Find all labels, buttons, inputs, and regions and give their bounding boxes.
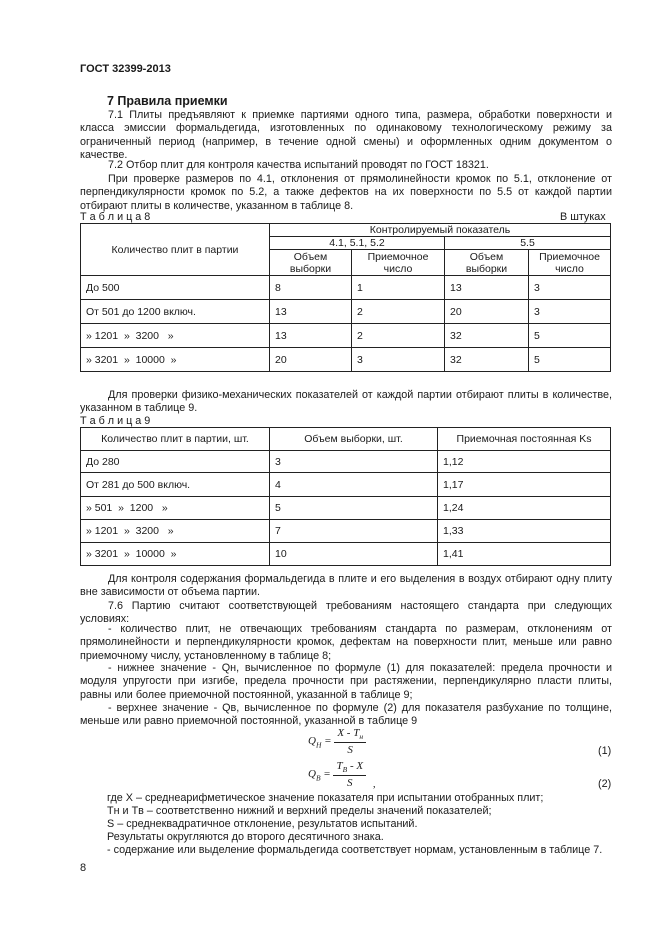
table-8-sub-sample-1: Объем выборки xyxy=(270,250,352,276)
table-cell: 4 xyxy=(270,473,438,497)
table-cell: » 1201 » 3200 » xyxy=(81,520,270,543)
table-cell: 1,41 xyxy=(438,543,611,566)
table-cell: 3 xyxy=(352,348,445,372)
table-cell: 5 xyxy=(270,497,438,520)
rounding-note: Результаты округляются до второго десятичного знака. xyxy=(107,831,384,843)
table-8-sub-accept-2: Приемочное число xyxy=(529,250,611,276)
table-8 xyxy=(80,223,611,372)
condition-3: - верхнее значение - Qв, вычисленное по формуле (2) для показателя разбухание по толщине, меньше или равно приемочной постоянной, указанной в таблице 9 xyxy=(80,702,612,728)
table-row xyxy=(81,543,611,566)
table-row xyxy=(81,324,611,348)
table-9 xyxy=(80,427,611,566)
table-9-header-sample: Объем выборки, шт. xyxy=(270,428,438,451)
table-cell: » 3201 » 10000 » xyxy=(81,348,270,372)
table-cell: До 500 xyxy=(81,276,270,300)
table-cell: 32 xyxy=(445,324,529,348)
paragraph-7-1: 7.1 Плиты предъявляют к приемке партиями одного типа, размера, обработки поверхности и класса эмиссии формальдегида, изготовленных по одинаковому технологическому режиму за ограниченный период (например, в течение одной смены) и оформленных одним документом о качестве. xyxy=(80,109,612,162)
table-cell: До 280 xyxy=(81,451,270,473)
table-8-caption: Т а б л и ц а 8 xyxy=(80,211,151,223)
condition-4: - содержание или выделение формальдегида соответствует нормам, установленным в таблице 7. xyxy=(107,844,603,856)
paragraph-7-3: При проверке размеров по 4.1, отклонения от прямолинейности кромок по 5.1, отклонение от перпендикулярности кромок по 5.2, а также дефектов на их поверхности по 5.5 от каждой партии отбирают плиты в количестве, указанном в таблице 8. xyxy=(80,173,612,212)
paragraph-7-2: 7.2 Отбор плит для контроля качества испытаний проводят по ГОСТ 18321. xyxy=(108,159,489,171)
table-row xyxy=(81,451,611,473)
table-cell: » 3201 » 10000 » xyxy=(81,543,270,566)
table-cell: » 1201 » 3200 » xyxy=(81,324,270,348)
document-header: ГОСТ 32399-2013 xyxy=(80,63,171,75)
formula-2-numerator-a: T xyxy=(336,760,343,772)
table-cell: 2 xyxy=(352,324,445,348)
formula-2-number: (2) xyxy=(598,778,612,790)
formula-2-fraction xyxy=(333,760,366,789)
formula-2-numerator-b: - X xyxy=(347,760,364,772)
table-cell: 13 xyxy=(270,324,352,348)
table-cell: От 281 до 500 включ. xyxy=(81,473,270,497)
table-8-group-1: 4.1, 5.1, 5.2 xyxy=(270,237,445,250)
where-x: где X – среднеарифметическое значение показателя при испытании отобранных плит; xyxy=(107,792,544,804)
table-row xyxy=(81,520,611,543)
formula-1-number: (1) xyxy=(598,745,612,757)
table-cell: » 501 » 1200 » xyxy=(81,497,270,520)
formula-2-lhs: Q xyxy=(308,768,316,781)
table-cell: 32 xyxy=(445,348,529,372)
formula-2-lhs-sub: B xyxy=(315,773,321,783)
table-cell: 10 xyxy=(270,543,438,566)
table-cell: 1 xyxy=(352,276,445,300)
table-cell: 8 xyxy=(270,276,352,300)
section-title: 7 Правила приемки xyxy=(107,94,228,108)
formula-2-comma: , xyxy=(372,778,376,791)
table-row xyxy=(81,276,611,300)
table-8-header-control: Контролируемый показатель xyxy=(270,224,611,237)
paragraph-7-6: 7.6 Партию считают соответствующей требованиям настоящего стандарта при следующих условиях: xyxy=(80,600,612,626)
table-8-header-qty: Количество плит в партии xyxy=(81,224,270,276)
formula-1: $Q_H$ = $\frac{X - T_н}{S}$ xyxy=(308,727,366,756)
table-cell: 13 xyxy=(270,300,352,324)
table-cell: 3 xyxy=(529,300,611,324)
table-cell: 2 xyxy=(352,300,445,324)
formula-1-lhs: Q xyxy=(308,735,316,748)
table-row xyxy=(81,473,611,497)
where-t: Tн и Tв – соответственно нижний и верхний пределы значений показателей; xyxy=(107,805,492,817)
formula-1-numerator: X - T xyxy=(337,727,360,739)
paragraph-7-4: Для проверки физико-механических показателей от каждой партии отбирают плиты в количестве, указанном в таблице 9. xyxy=(80,389,612,415)
table-8-group-2: 5.5 xyxy=(445,237,611,250)
table-cell: 3 xyxy=(529,276,611,300)
table-cell: 13 xyxy=(445,276,529,300)
where-s: S – среднеквадратичное отклонение, результатов испытаний. xyxy=(107,818,418,830)
table-cell: 20 xyxy=(445,300,529,324)
formula-2-denominator: S xyxy=(347,777,353,790)
table-row xyxy=(81,497,611,520)
table-8-unit: В штуках xyxy=(560,211,606,223)
table-cell: 1,33 xyxy=(438,520,611,543)
table-cell: 1,24 xyxy=(438,497,611,520)
formula-1-lhs-sub: H xyxy=(315,740,322,750)
table-cell: 7 xyxy=(270,520,438,543)
condition-2: - нижнее значение - Qн, вычисленное по формуле (1) для показателей: предела прочности и модуля упругости при изгибе, предела прочности при растяжении, перпендикулярно пласти плиты, равны или более приемочной постоянной, указанной в таблице 9; xyxy=(80,662,612,701)
table-row xyxy=(81,348,611,372)
table-cell: 5 xyxy=(529,324,611,348)
condition-1: - количество плит, не отвечающих требованиям стандарта по размерам, отклонениям от прямолинейности и перпендикулярности кромок, дефектам на поверхности плит, меньше или равно приемочному числу, установленному в таблице 8; xyxy=(80,623,612,662)
table-cell: 3 xyxy=(270,451,438,473)
table-cell: От 501 до 1200 включ. xyxy=(81,300,270,324)
formula-2-numerator-sub: B xyxy=(342,765,348,775)
page-number: 8 xyxy=(80,862,87,874)
table-8-sub-accept-1: Приемочное число xyxy=(352,250,445,276)
table-cell: 5 xyxy=(529,348,611,372)
table-8-sub-sample-2: Объем выборки xyxy=(445,250,529,276)
table-row xyxy=(81,300,611,324)
table-cell: 1,12 xyxy=(438,451,611,473)
table-cell: 20 xyxy=(270,348,352,372)
table-9-caption: Т а б л и ц а 9 xyxy=(80,415,151,427)
table-cell: 1,17 xyxy=(438,473,611,497)
formula-1-fraction xyxy=(334,727,366,756)
paragraph-7-5: Для контроля содержания формальдегида в плите и его выделения в воздух отбирают одну плиту вне зависимости от объема партии. xyxy=(80,573,612,599)
formula-1-numerator-sub: н xyxy=(359,732,364,742)
table-9-header-qty: Количество плит в партии, шт. xyxy=(81,428,270,451)
table-9-header-const: Приемочная постоянная Ks xyxy=(438,428,611,451)
formula-2: $Q_B$ = $\frac{T_B - X}{S}$ , xyxy=(308,760,376,791)
formula-1-denominator: S xyxy=(347,744,353,757)
